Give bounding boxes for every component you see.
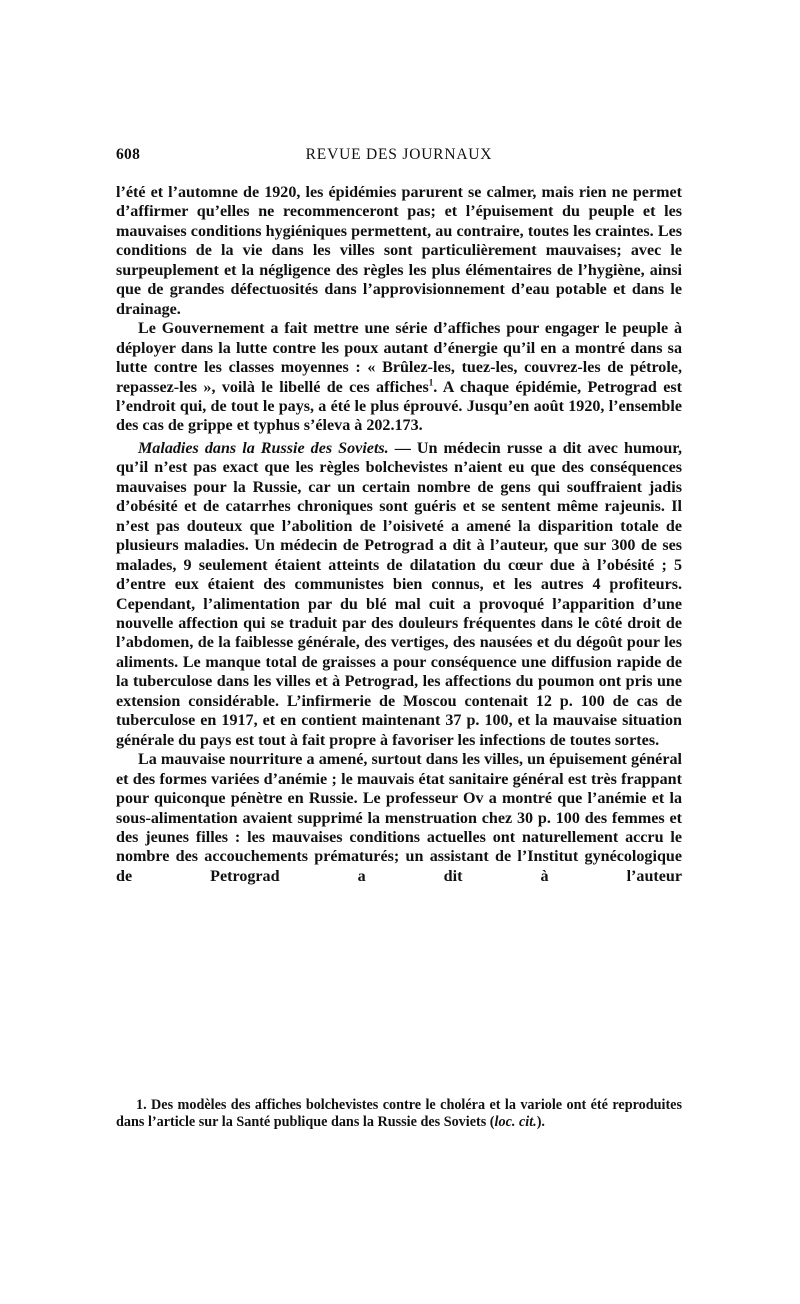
footnote-citation: loc. cit. — [494, 1114, 537, 1130]
footnote — [116, 1097, 682, 1131]
journal-page — [116, 0, 682, 1304]
footnote-reference: 1 — [428, 377, 434, 388]
article-body — [116, 183, 682, 886]
page-number: 608 — [116, 146, 141, 163]
paragraph-diseases-soviet-russia — [116, 439, 682, 750]
section-text: — Un médecin russe a dit avec humour, qu’il n’est pas exact que les règles bolchevistes n’aient eu que des conséquences mauvaises pour la Russie, car un certain nombre de gens qui souffraient jadis d’obésité et de catarrhes chroniques sont guéris et se sentent même rajeunis. Il n’est pas douteux que l’abolition de l’oisiveté a amené la disparition totale de plusieurs maladies. Un médecin de Petrograd a dit à l’auteur, que sur 300 de ses malades, 9 seulement étaient atteints de dilatation du cœur due à l’obésité ; 5 d’entre eux étaient des communistes bien connus, et les autres 4 profiteurs. Cependant, l’alimentation par du blé mal cuit a provoqué l’apparition d’une nouvelle affection qui se traduit par des douleurs fréquentes dans le côté droit de l’abdomen, de la faiblesse générale, des vertiges, des nausées et du dégoût pour les aliments. Le manque total de graisses a pour conséquence une diffusion rapide de la tuberculose dans les villes et à Petrograd, les affections du poumon ont pris une extension considérable. L’infirmerie de Moscou contenait 12 p. 100 de cas de tuberculose en 1917, et en contient maintenant 37 p. 100, et la mauvaise situation générale du pays est tout à fait propre à favoriser les infections de toutes sortes. — [116, 439, 682, 749]
section-title: Maladies dans la Russie des Soviets. — [138, 439, 389, 457]
running-title: REVUE DES JOURNAUX — [305, 146, 493, 163]
paragraph-posters-continuation: . A chaque épidémie, Petrograd est l’endroit qui, de tout le pays, a été le plus éprouvé. Jusqu’en août 1920, l’ensemble des cas de grippe et typhus s’éleva à 202.173. — [116, 378, 683, 435]
paragraph-continued-epidemics: l’été et l’automne de 1920, les épidémies parurent se calmer, mais rien ne permet d’affirmer qu’elles ne recommenceront pas; et l’épuisement du peuple et les mauvaises conditions hygiéniques permettent, au contraire, toutes les craintes. Les conditions de la vie dans les villes sont particulièrement mauvaises; avec le surpeuplement et la négligence des règles les plus élémentaires de l’hygiène, ainsi que de grandes défectuosités dans l’approvisionnement d’eau potable et dans le drainage. — [116, 184, 682, 318]
running-head — [116, 146, 682, 168]
paragraph-posters-text: Le Gouvernement a fait mettre une série d’affiches pour engager le peuple à déployer dans la lutte contre les poux autant d’énergie qu’il en a montré dans sa lutte contre les classes moyennes : « Brûlez-les, tuez-les, couvrez-les de pétrole, repassez-les », voilà le libellé de ces affiches — [116, 320, 682, 396]
paragraph-malnutrition: La mauvaise nourriture a amené, surtout dans les villes, un épuisement général et des formes variées d’anémie ; le mauvais état sanitaire général est très frappant pour quiconque pénètre en Russie. Le professeur Ov a montré que l’anémie et la sous-alimentation avaient supprimé la menstruation chez 30 p. 100 des femmes et des jeunes filles : les mauvaises conditions actuelles ont naturellement accru le nombre des accouchements prématurés; un assistant de l’Institut gynécologique de Petrograd a dit à l’auteur — [116, 751, 682, 885]
footnote-text — [116, 1097, 682, 1131]
footnote-marker: 1. — [136, 1097, 147, 1113]
footnote-body: Des modèles des affiches bolchevistes contre le choléra et la variole ont été reproduites dans l’article sur la Santé publique dans la Russie des Soviets ( — [116, 1097, 682, 1130]
paragraph-posters — [116, 319, 682, 436]
footnote-close: ). — [536, 1114, 545, 1130]
